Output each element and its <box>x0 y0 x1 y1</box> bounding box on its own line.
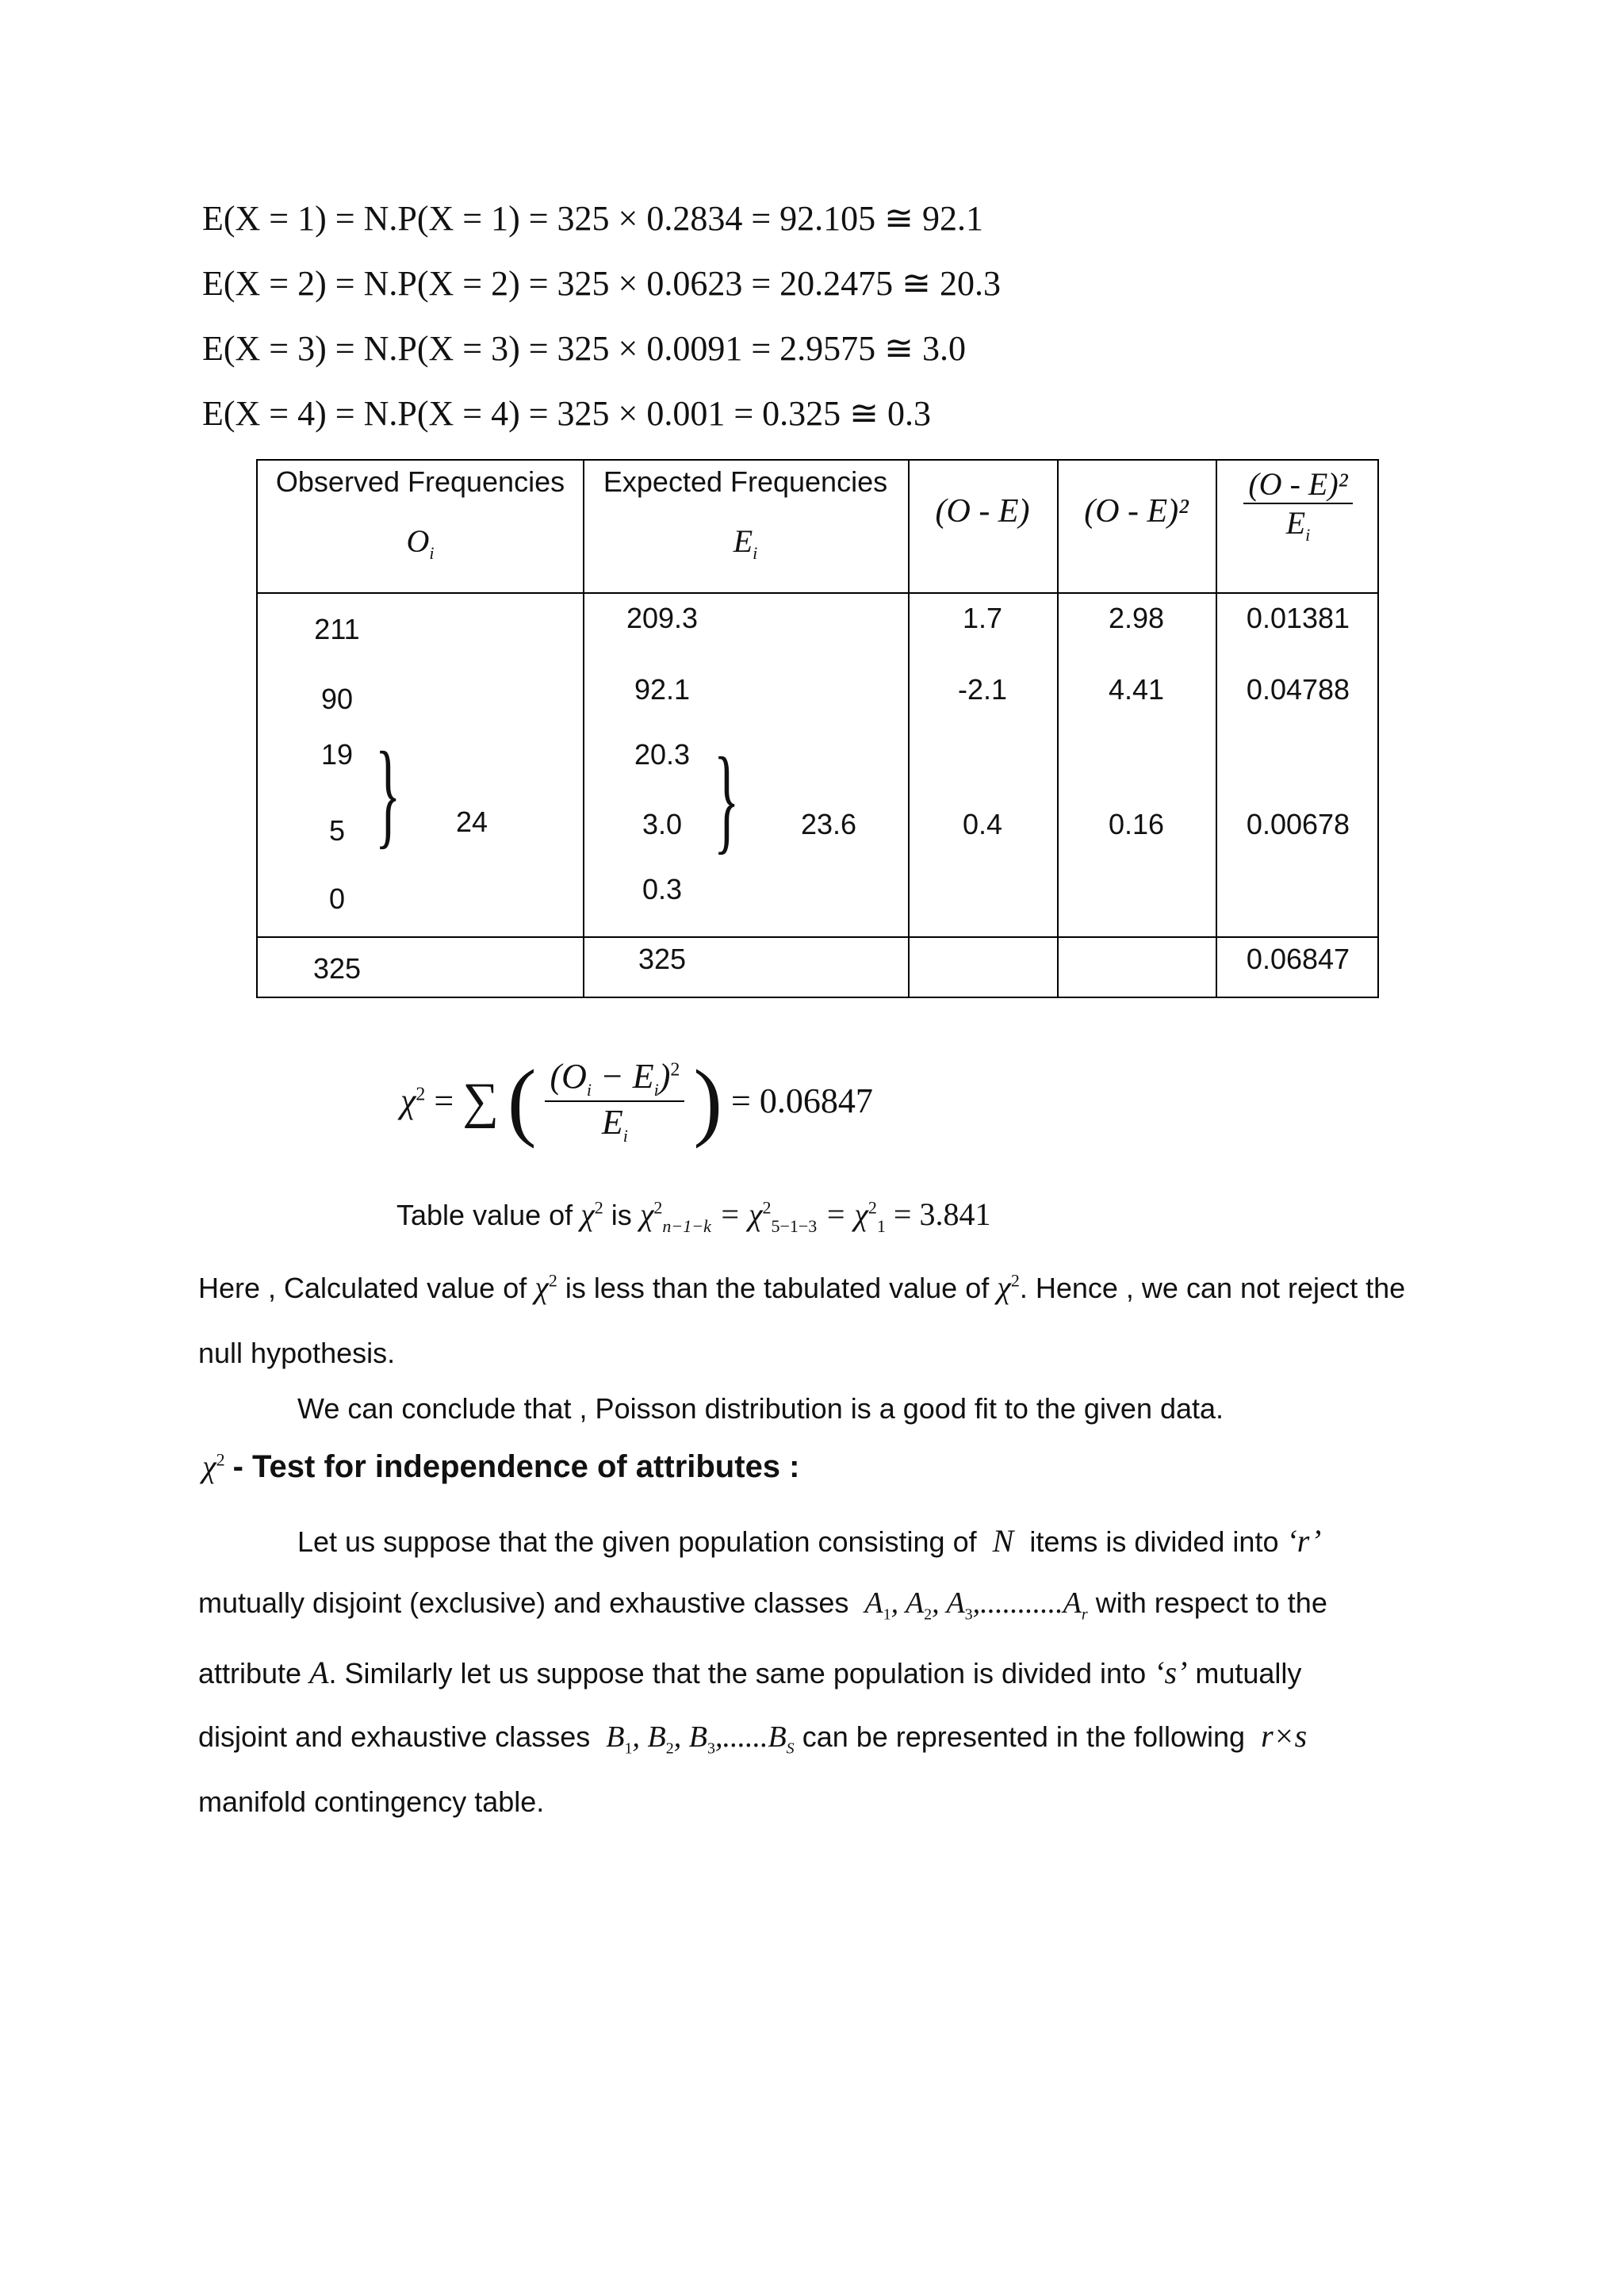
observed-brace: } <box>375 728 401 859</box>
paragraph-line-5: manifold contingency table. <box>198 1785 545 1818</box>
cell-observed-row1: 211 <box>314 613 360 645</box>
cell-expected-sum: 23.6 <box>800 808 857 840</box>
equation-2: E(X = 2) = N.P(X = 2) = 325 × 0.0623 = 20.2475 ≅ 20.3 <box>202 264 1002 303</box>
paragraph-line-1: Let us suppose that the given population consisting of N items is divided into ‘r’ <box>297 1523 1322 1559</box>
paragraph-line-3: attribute A. Similarly let us suppose that the same population is divided into ‘s’ mutually <box>198 1655 1302 1690</box>
cell-observed-5: 5 <box>328 814 346 847</box>
cell-diff-pooled: 0.4 <box>962 808 1003 840</box>
cell-expected-row1: 209.3 <box>626 602 699 634</box>
cell-ratio-total: 0.06847 <box>1246 943 1350 975</box>
chi-square-table <box>256 459 1379 998</box>
conclusion-line-2: null hypothesis. <box>198 1337 396 1369</box>
cell-observed-sum: 24 <box>455 806 488 838</box>
cell-expected-3-0: 3.0 <box>642 808 683 840</box>
cell-observed-19: 19 <box>320 738 354 771</box>
cell-diff-row2: -2.1 <box>957 673 1008 706</box>
paragraph-line-2: mutually disjoint (exclusive) and exhaustive classes $A_1$, $A_2$, $A_3,...........A_r$ with respect to the <box>198 1586 1327 1624</box>
cell-observed-row2: 90 <box>320 683 354 715</box>
equation-4: E(X = 4) = N.P(X = 4) = 325 × 0.001 = 0.325 ≅ 0.3 <box>202 394 932 433</box>
table-value-line: Table value of $\chi^2$ is $\chi^2_{n-1-k} = \chi^2_{5-1-3} = \chi^2_1 = 3.841$ <box>396 1196 991 1236</box>
header-difference: (O - E) <box>935 493 1030 530</box>
equation-1: E(X = 1) = N.P(X = 1) = 325 × 0.2834 = 92.105 ≅ 92.1 <box>202 199 984 238</box>
header-observed: Observed Frequencies <box>275 465 565 498</box>
cell-diffsq-row2: 4.41 <box>1108 673 1165 706</box>
cell-ratio-row2: 0.04788 <box>1246 673 1350 706</box>
conclusion-line-3: We can conclude that , Poisson distribution is a good fit to the given data. <box>297 1392 1224 1425</box>
chi-square-formula: $\chi^2$ = ∑ ( $\frac{(O_i - E_i)^2}{E_i}$ ) = 0.06847 <box>400 1052 873 1149</box>
header-difference-squared: (O - E)² <box>1084 493 1189 530</box>
section-heading: $\chi^2$ - Test for independence of attributes : <box>202 1448 800 1484</box>
cell-expected-20-3: 20.3 <box>634 738 691 771</box>
header-ratio: $\frac{\text{(O - E)²}}{E_i}$ <box>1216 465 1381 545</box>
header-expected: Expected Frequencies <box>603 465 888 498</box>
cell-ratio-row1: 0.01381 <box>1246 602 1350 634</box>
cell-diff-row1: 1.7 <box>962 602 1003 634</box>
paragraph-line-4: disjoint and exhaustive classes $B_1$, $B_2$, $B_3,......B_S$ can be represented in the following r×s <box>198 1718 1308 1758</box>
cell-ratio-pooled: 0.00678 <box>1246 808 1350 840</box>
cell-diffsq-pooled: 0.16 <box>1108 808 1165 840</box>
equation-3: E(X = 3) = N.P(X = 3) = 325 × 0.0091 = 2.9575 ≅ 3.0 <box>202 329 967 368</box>
cell-expected-row2: 92.1 <box>634 673 691 706</box>
header-observed-symbol: $O_i$ <box>406 523 435 563</box>
cell-expected-total: 325 <box>638 943 687 975</box>
cell-expected-0-3: 0.3 <box>642 873 683 905</box>
cell-observed-total: 325 <box>312 952 362 985</box>
header-expected-symbol: $E_i$ <box>733 523 758 563</box>
expected-brace: } <box>714 733 740 865</box>
cell-observed-0: 0 <box>328 882 346 915</box>
conclusion-line-1: Here , Calculated value of $\chi^2$ is less than the tabulated value of $\chi^2$. Hence , we can not reject the <box>198 1269 1406 1305</box>
cell-diffsq-row1: 2.98 <box>1108 602 1165 634</box>
